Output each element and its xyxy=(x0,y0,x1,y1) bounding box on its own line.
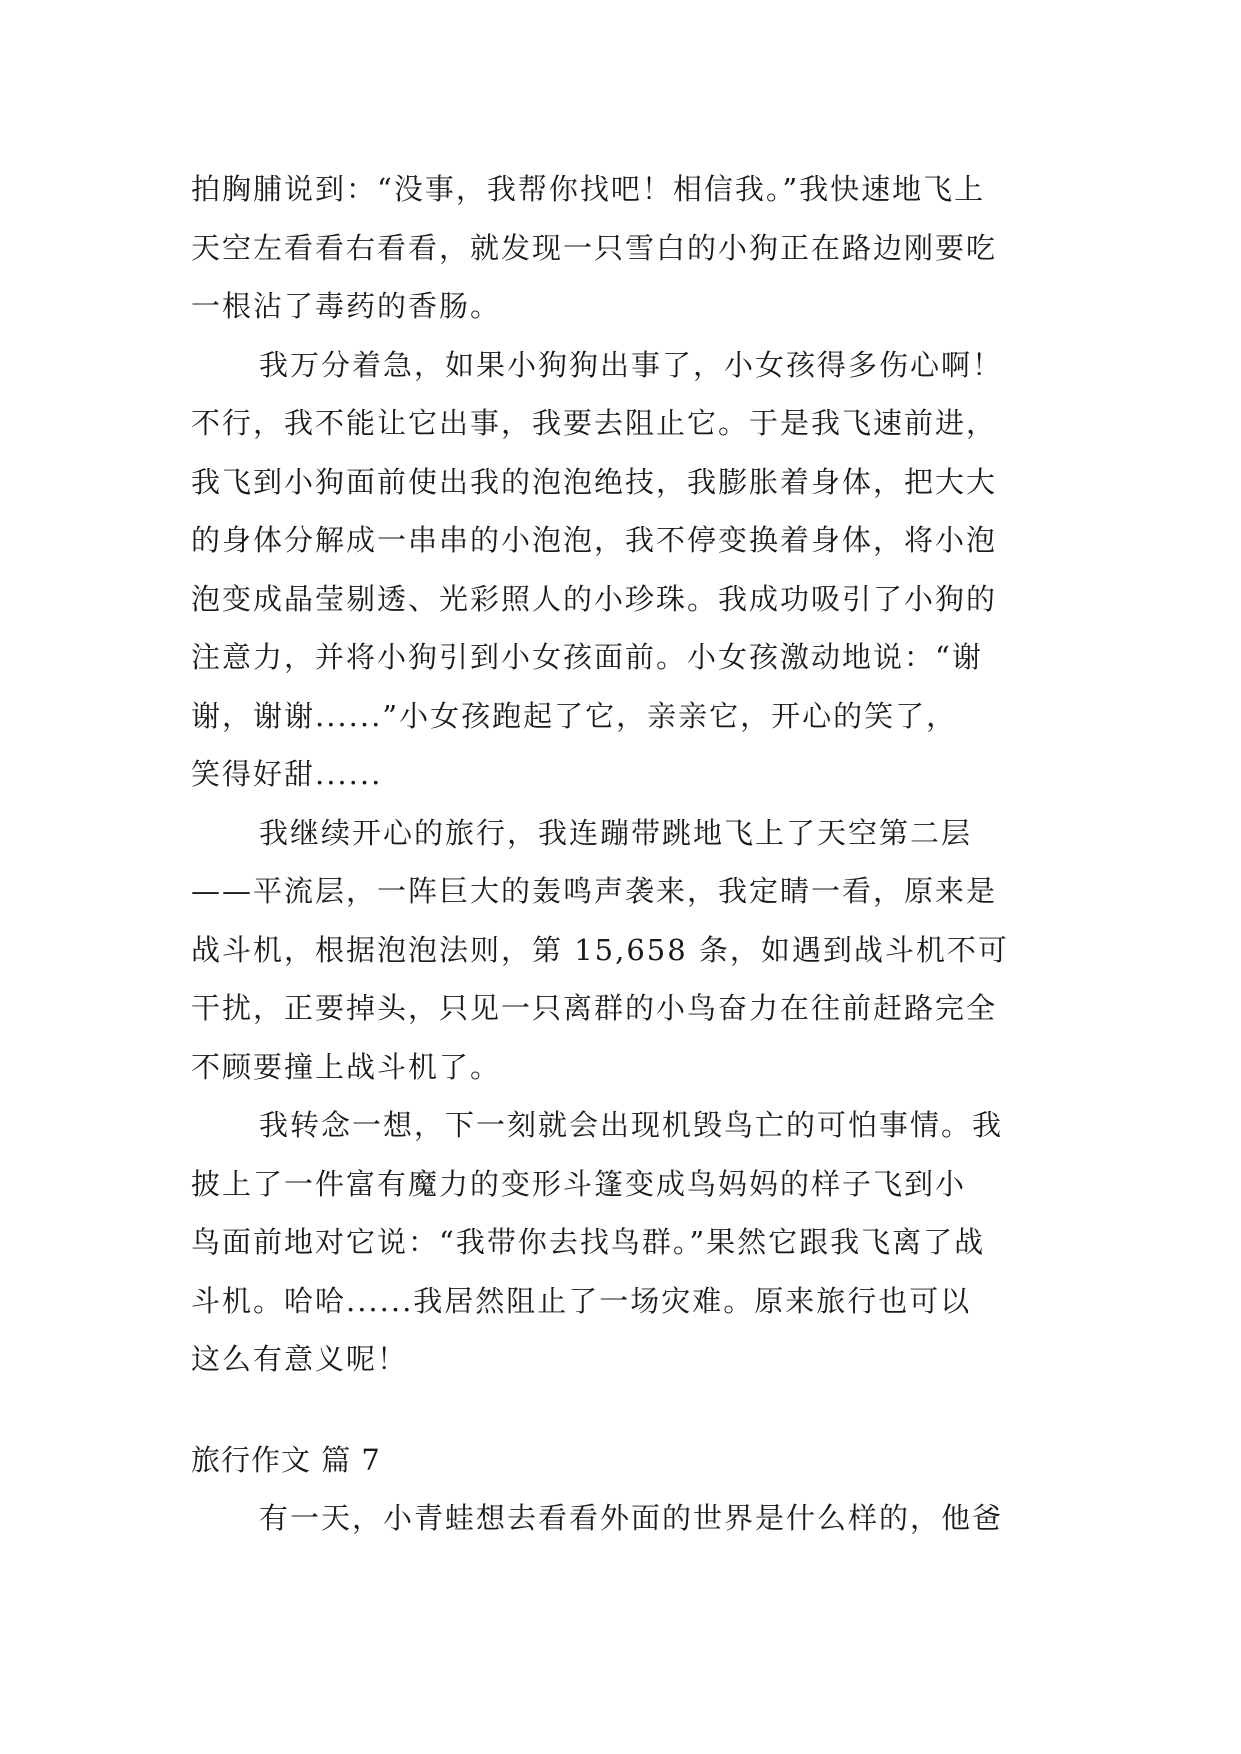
text-line: 披上了一件富有魔力的变形斗篷变成鸟妈妈的样子飞到小 xyxy=(191,1166,967,1201)
section-heading: 旅行作文 篇 7 xyxy=(191,1442,381,1477)
text-line: 不行，我不能让它出事，我要去阻止它。于是我飞速前进， xyxy=(191,406,998,440)
paragraph-first-line: 我继续开心的旅行，我连蹦带跳地飞上了天空第二层 xyxy=(259,815,973,850)
text-line: 战斗机，根据泡泡法则，第 15,658 条，如遇到战斗机不可 xyxy=(191,932,1009,967)
text-line: 拍胸脯说到：“没事，我帮你找吧！相信我。”我快速地飞上 xyxy=(191,172,986,206)
text-line: ——平流层，一阵巨大的轰鸣声袭来，我定睛一看，原来是 xyxy=(191,874,998,908)
text-line: 的身体分解成一串串的小泡泡，我不停变换着身体，将小泡 xyxy=(191,523,998,557)
text-line: 干扰，正要掉头，只见一只离群的小鸟奋力在往前赶路完全 xyxy=(191,991,998,1025)
text-line: 鸟面前地对它说：“我带你去找鸟群。”果然它跟我飞离了战 xyxy=(191,1225,986,1259)
text-line: 我飞到小狗面前使出我的泡泡绝技，我膨胀着身体，把大大 xyxy=(191,464,998,499)
text-line: 一根沾了毒药的香肠。 xyxy=(191,289,502,323)
text-line: 斗机。哈哈......我居然阻止了一场灾难。原来旅行也可以 xyxy=(191,1283,972,1318)
text-line: 不顾要撞上战斗机了。 xyxy=(191,1049,502,1084)
paragraph-first-line: 我万分着急，如果小狗狗出事了，小女孩得多伤心啊！ xyxy=(259,347,1004,382)
paragraph-first-line: 有一天，小青蛙想去看看外面的世界是什么样的，他爸 xyxy=(259,1501,1004,1535)
text-line: 天空左看看右看看，就发现一只雪白的小狗正在路边刚要吃 xyxy=(191,230,998,265)
text-line: 谢，谢谢......”小女孩跑起了它，亲亲它，开心的笑了， xyxy=(191,698,958,733)
document-body xyxy=(191,160,1051,1548)
paragraph-first-line: 我转念一想，下一刻就会出现机毁鸟亡的可怕事情。我 xyxy=(259,1108,1004,1142)
section-spacer xyxy=(191,1389,1051,1431)
text-line: 笑得好甜...... xyxy=(191,757,383,791)
text-line: 注意力，并将小狗引到小女孩面前。小女孩激动地说：“谢 xyxy=(191,640,983,674)
text-line: 这么有意义呢！ xyxy=(191,1342,409,1376)
text-line: 泡变成晶莹剔透、光彩照人的小珍珠。我成功吸引了小狗的 xyxy=(191,581,998,616)
